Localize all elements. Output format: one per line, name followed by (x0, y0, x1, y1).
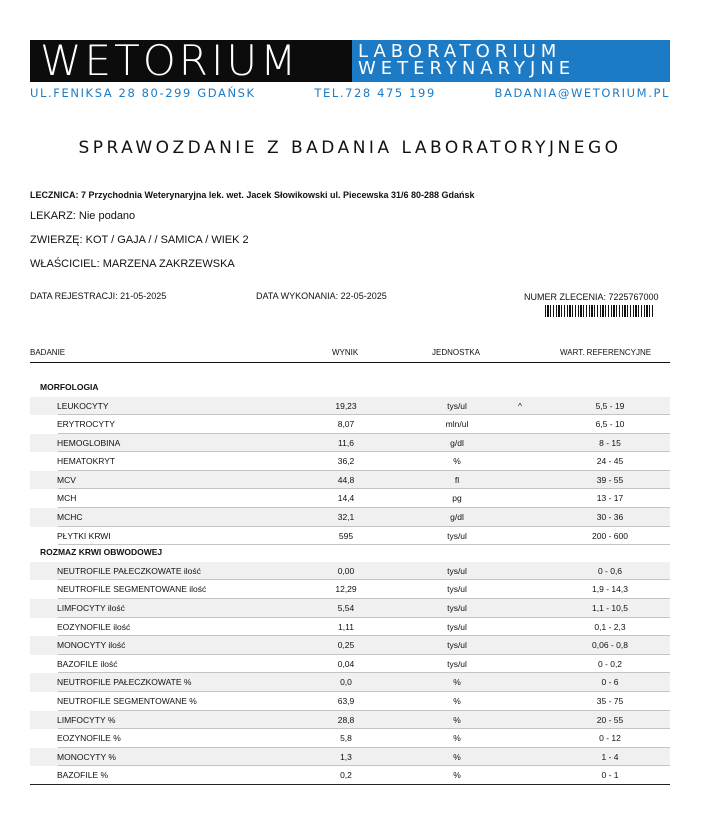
result-unit: tys/ul (447, 584, 467, 595)
table-header (30, 348, 670, 363)
execution-date: DATA WYKONANIA: 22-05-2025 (256, 291, 387, 301)
lab-logo (30, 40, 670, 82)
test-name: HEMATOKRYT (57, 456, 116, 467)
result-value: 36,2 (337, 456, 355, 467)
table-row (30, 452, 670, 471)
logo-subtitle (352, 40, 670, 82)
result-value: 0,2 (340, 770, 352, 781)
test-name: LIMFOCYTY ilość (57, 602, 125, 613)
reference-range: 0 - 6 (601, 677, 619, 688)
logo-wordmark: WETORIUM (30, 40, 352, 82)
lab-phone: TEL.728 475 199 (314, 86, 436, 100)
logo-line-2: WETERYNARYJNE (358, 58, 576, 79)
result-value: 44,8 (337, 474, 355, 485)
test-name: LIMFOCYTY % (57, 714, 116, 725)
result-unit: tys/ul (447, 565, 467, 576)
result-unit: g/dl (450, 437, 464, 448)
col-test: BADANIE (30, 348, 66, 357)
reference-range: 35 - 75 (596, 695, 624, 706)
reference-range: 1 - 4 (601, 751, 619, 762)
table-row (30, 655, 670, 674)
reference-range: 1,1 - 10,5 (592, 602, 628, 613)
clinic-value: 7 Przychodnia Weterynaryjna lek. wet. Jacek Słowikowski ul. Piecewska 31/6 80-288 Gdańsk (81, 190, 475, 200)
report-title: SPRAWOZDANIE Z BADANIA LABORATORYJNEGO (78, 138, 622, 158)
test-name: MCV (57, 474, 76, 485)
table-row (30, 636, 670, 655)
result-unit: % (453, 714, 461, 725)
col-unit: JEDNOSTKA (432, 348, 481, 357)
owner-line: WŁAŚCICIEL: MARZENA ZAKRZEWSKA (30, 258, 235, 270)
result-unit: tys/ul (447, 658, 467, 669)
table-row (30, 618, 670, 637)
test-name: PŁYTKI KRWI (57, 530, 111, 541)
test-name: MCH (57, 493, 77, 504)
reference-range: 39 - 55 (596, 474, 624, 485)
result-value: 595 (338, 530, 354, 541)
result-value: 0,0 (340, 677, 352, 688)
reference-range: 0,06 - 0,8 (592, 640, 628, 651)
result-value: 0,00 (337, 565, 355, 576)
result-value: 5,54 (337, 602, 355, 613)
table-row (30, 508, 670, 527)
section-heading: ROZMAZ KRWI OBWODOWEJ (40, 547, 163, 558)
result-unit: fl (454, 474, 460, 485)
result-unit: % (453, 733, 461, 744)
result-value: 63,9 (337, 695, 355, 706)
result-value: 19,23 (335, 400, 357, 411)
table-row (30, 415, 670, 434)
result-value: 14,4 (337, 493, 355, 504)
test-name: BAZOFILE ilość (57, 658, 118, 669)
col-reference: WART. REFERENCYJNE (560, 348, 652, 357)
result-unit: % (453, 695, 461, 706)
test-name: BAZOFILE % (57, 770, 109, 781)
order-number: NUMER ZLECENIA: 7225767000 (524, 292, 659, 302)
result-unit: tys/ul (447, 530, 467, 541)
test-name: MONOCYTY ilość (57, 640, 126, 651)
result-value: 32,1 (337, 512, 355, 523)
table-row (30, 562, 670, 581)
test-name: HEMOGLOBINA (57, 437, 121, 448)
result-value: 0,25 (337, 640, 355, 651)
result-unit: % (453, 751, 461, 762)
reference-range: 1,9 - 14,3 (592, 584, 628, 595)
reference-range: 8 - 15 (599, 437, 621, 448)
test-name: NEUTROFILE SEGMENTOWANE % (57, 695, 197, 706)
result-unit: tys/ul (447, 640, 467, 651)
table-row (30, 580, 670, 599)
result-value: 12,29 (335, 584, 357, 595)
result-unit: pg (452, 493, 462, 504)
logo-line-1: LABORATORIUM (358, 41, 562, 62)
test-name: EOZYNOFILE ilość (57, 621, 131, 632)
lab-address: UL.FENIKSA 28 80-299 GDAŃSK (30, 86, 256, 100)
test-name: NEUTROFILE PAŁECZKOWATE % (57, 677, 192, 688)
result-value: 1,11 (338, 621, 354, 632)
result-value: 8,07 (337, 419, 355, 430)
result-unit: g/dl (450, 512, 464, 523)
test-name: NEUTROFILE SEGMENTOWANE ilość (57, 584, 207, 595)
registration-date: DATA REJESTRACJI: 21-05-2025 (30, 291, 167, 301)
result-unit: tys/ul (447, 602, 467, 613)
clinic-label: LECZNICA: (30, 190, 79, 200)
result-unit: tys/ul (447, 621, 467, 632)
result-value: 0,04 (337, 658, 355, 669)
table-row (30, 489, 670, 508)
lab-email: BADANIA@WETORIUM.PL (494, 86, 670, 100)
table-row (30, 434, 670, 453)
table-row (30, 766, 670, 785)
reference-range: 0,1 - 2,3 (594, 621, 626, 632)
table-row (30, 711, 670, 730)
contact-bar (30, 86, 670, 100)
reference-range: 0 - 0,6 (597, 565, 623, 576)
section-heading: MORFOLOGIA (40, 382, 99, 392)
test-name: LEUKOCYTY (57, 400, 109, 411)
reference-range: 0 - 1 (601, 770, 619, 781)
reference-range: 0 - 0,2 (597, 658, 623, 669)
result-unit: % (453, 770, 461, 781)
animal-line: ZWIERZĘ: KOT / GAJA / / SAMICA / WIEK 2 (30, 234, 249, 246)
result-value: 28,8 (337, 714, 355, 725)
result-value: 5,8 (340, 733, 352, 744)
table-row (30, 471, 670, 490)
reference-range: 30 - 36 (596, 512, 624, 523)
doctor-line: LEKARZ: Nie podano (30, 210, 136, 222)
table-row (30, 729, 670, 748)
order-barcode (545, 305, 655, 317)
clinic-line (30, 190, 475, 200)
reference-range: 200 - 600 (592, 530, 628, 541)
result-flag: ^ (518, 400, 522, 411)
col-result: WYNIK (332, 348, 359, 357)
reference-range: 5,5 - 19 (595, 400, 625, 411)
result-unit: tys/ul (447, 400, 467, 411)
table-row (30, 748, 670, 767)
test-name: MCHC (57, 512, 83, 523)
results-table (30, 372, 670, 785)
test-name: ERYTROCYTY (57, 419, 115, 430)
result-value: 1,3 (340, 751, 352, 762)
result-unit: mln/ul (445, 419, 469, 430)
reference-range: 6,5 - 10 (595, 419, 625, 430)
table-row (30, 397, 670, 416)
table-row (30, 599, 670, 618)
reference-range: 13 - 17 (596, 493, 624, 504)
result-unit: % (453, 456, 461, 467)
test-name: MONOCYTY % (57, 751, 116, 762)
table-row (30, 692, 670, 711)
test-name: EOZYNOFILE % (57, 733, 121, 744)
result-unit: % (453, 677, 461, 688)
result-value: 11,6 (338, 437, 354, 448)
reference-range: 0 - 12 (599, 733, 621, 744)
table-row (30, 673, 670, 692)
reference-range: 20 - 55 (596, 714, 624, 725)
test-name: NEUTROFILE PAŁECZKOWATE ilość (57, 565, 201, 576)
reference-range: 24 - 45 (596, 456, 624, 467)
